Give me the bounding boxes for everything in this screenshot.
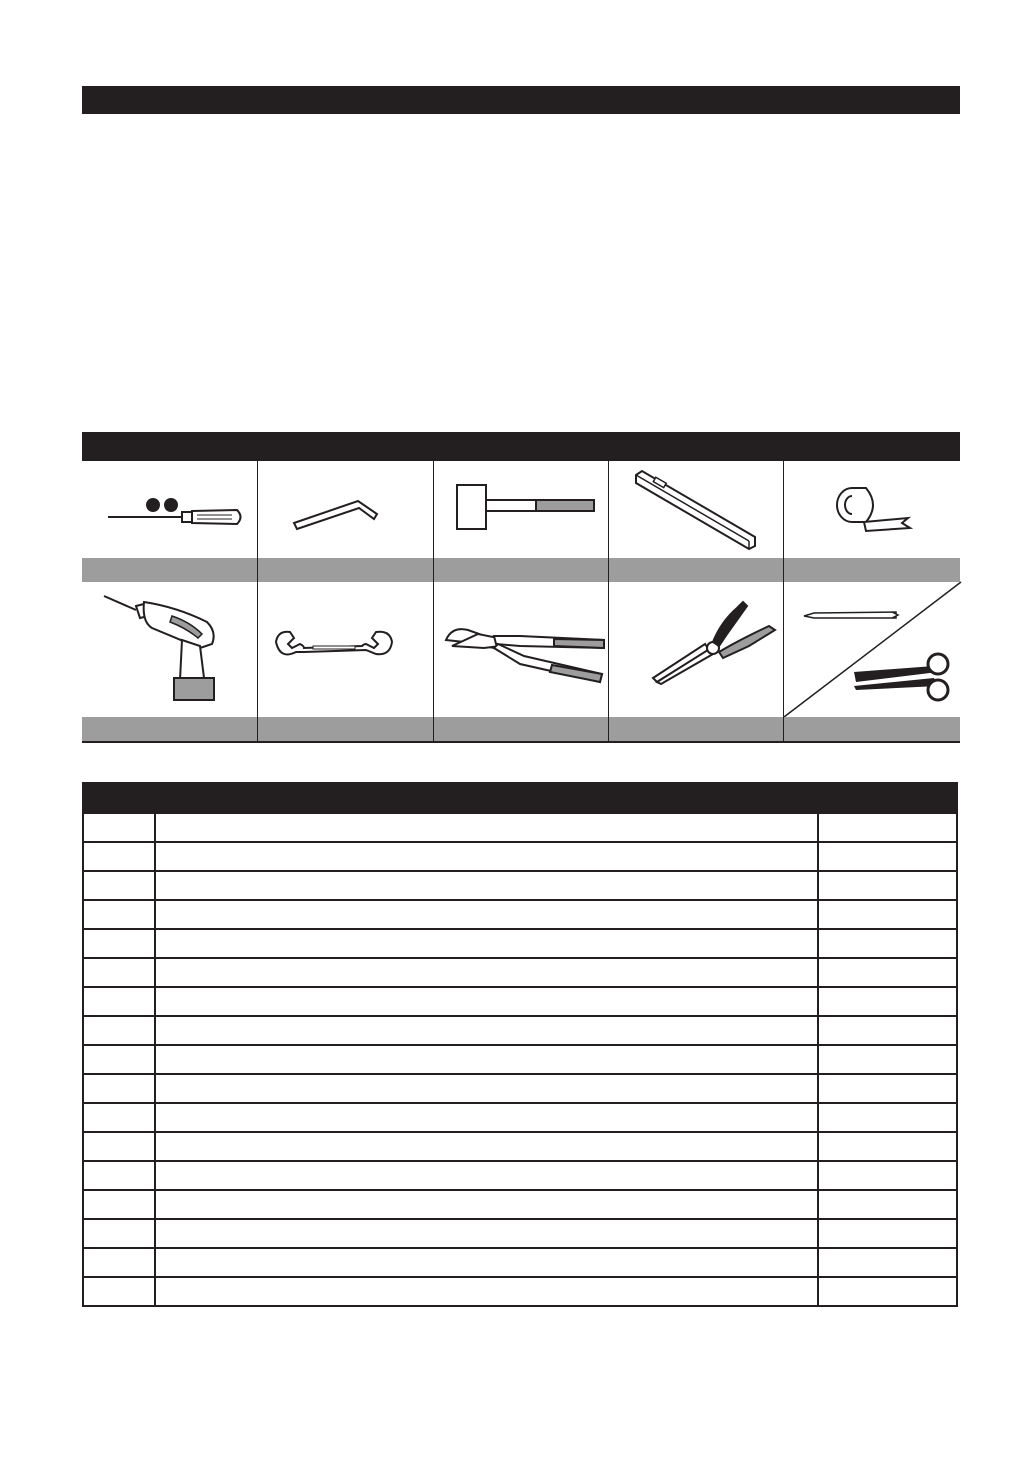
part-qty-cell [817,1220,958,1247]
tool-label [783,717,960,741]
part-name-cell [156,872,815,899]
part-qty-cell [817,901,958,928]
pencil-scissors-icon [784,582,961,717]
part-qty-cell [817,814,958,841]
table-row [84,1218,956,1247]
tools-label-strip-2 [82,717,960,741]
part-number-cell [84,1220,156,1247]
tape-roll-icon [784,461,961,558]
part-qty-cell [817,843,958,870]
part-number-cell [84,1162,156,1189]
part-number-cell [84,1075,156,1102]
section-banner [82,86,960,114]
table-row [84,899,956,928]
part-name-cell [156,988,815,1015]
tool-label [257,717,433,741]
part-qty-cell [817,930,958,957]
part-number-cell [84,1104,156,1131]
part-qty-cell [817,1249,958,1276]
part-name-cell [156,1075,815,1102]
table-row [84,812,956,841]
tool-label [433,558,608,582]
table-row [84,870,956,899]
part-qty-cell [817,959,958,986]
part-number-cell [84,1133,156,1160]
tool-label [82,717,257,741]
pliers-icon [434,582,609,717]
part-name-cell [156,930,815,957]
tool-cell-pliers [433,582,608,717]
hex-key-icon [258,461,434,558]
tool-cell-hex-key [257,461,433,558]
part-qty-cell [817,872,958,899]
table-row [84,841,956,870]
part-name-cell [156,843,815,870]
part-qty-cell [817,1046,958,1073]
table-row [84,928,956,957]
part-qty-cell [817,1133,958,1160]
table-row [84,957,956,986]
part-name-cell [156,814,815,841]
parts-table [82,782,958,1307]
part-name-cell [156,1133,815,1160]
part-name-cell [156,1162,815,1189]
part-number-cell [84,959,156,986]
part-number-cell [84,843,156,870]
part-number-cell [84,1191,156,1218]
part-name-cell [156,901,815,928]
table-row [84,1189,956,1218]
tool-cell-screwdriver [82,461,257,558]
part-name-cell [156,1249,815,1276]
part-number-cell [84,901,156,928]
tool-cell-mallet [433,461,608,558]
part-number-cell [84,814,156,841]
part-qty-cell [817,1278,958,1305]
part-qty-cell [817,1104,958,1131]
tool-cell-tape [783,461,960,558]
table-row [84,1131,956,1160]
table-row [84,1015,956,1044]
table-row [84,1160,956,1189]
table-row [84,1073,956,1102]
table-row [84,1276,956,1305]
tool-cell-spirit-level [608,461,783,558]
part-name-cell [156,1104,815,1131]
tools-grid [82,461,960,742]
part-name-cell [156,1191,815,1218]
part-number-cell [84,1017,156,1044]
needle-nose-pliers-icon [609,582,784,717]
part-name-cell [156,1278,815,1305]
part-number-cell [84,988,156,1015]
part-number-cell [84,872,156,899]
tools-header [82,432,960,461]
parts-table-header [84,784,956,812]
tool-cell-wrench [257,582,433,717]
part-qty-cell [817,1075,958,1102]
mallet-icon [434,461,609,558]
part-name-cell [156,1046,815,1073]
part-number-cell [84,1046,156,1073]
tool-label [608,558,783,582]
part-name-cell [156,1220,815,1247]
part-qty-cell [817,1017,958,1044]
tool-label [433,717,608,741]
wrench-icon [258,582,434,717]
tools-grid-bottom-rule [82,741,960,743]
tool-label [82,558,257,582]
table-row [84,1247,956,1276]
part-number-cell [84,1249,156,1276]
part-name-cell [156,1017,815,1044]
part-name-cell [156,959,815,986]
tool-cell-pencil-scissors [783,582,960,717]
table-row [84,1102,956,1131]
spirit-level-icon [609,461,784,558]
part-number-cell [84,930,156,957]
table-row [84,986,956,1015]
tool-cell-needle-nose-pliers [608,582,783,717]
drill-icon [82,582,257,717]
tool-label [608,717,783,741]
tool-label [783,558,960,582]
tool-label [257,558,433,582]
table-row [84,1044,956,1073]
tools-label-strip-1 [82,558,960,582]
part-qty-cell [817,988,958,1015]
part-number-cell [84,1278,156,1305]
parts-table-body [84,812,956,1305]
part-qty-cell [817,1191,958,1218]
screwdriver-icon [82,461,257,558]
part-qty-cell [817,1162,958,1189]
tool-cell-drill [82,582,257,717]
